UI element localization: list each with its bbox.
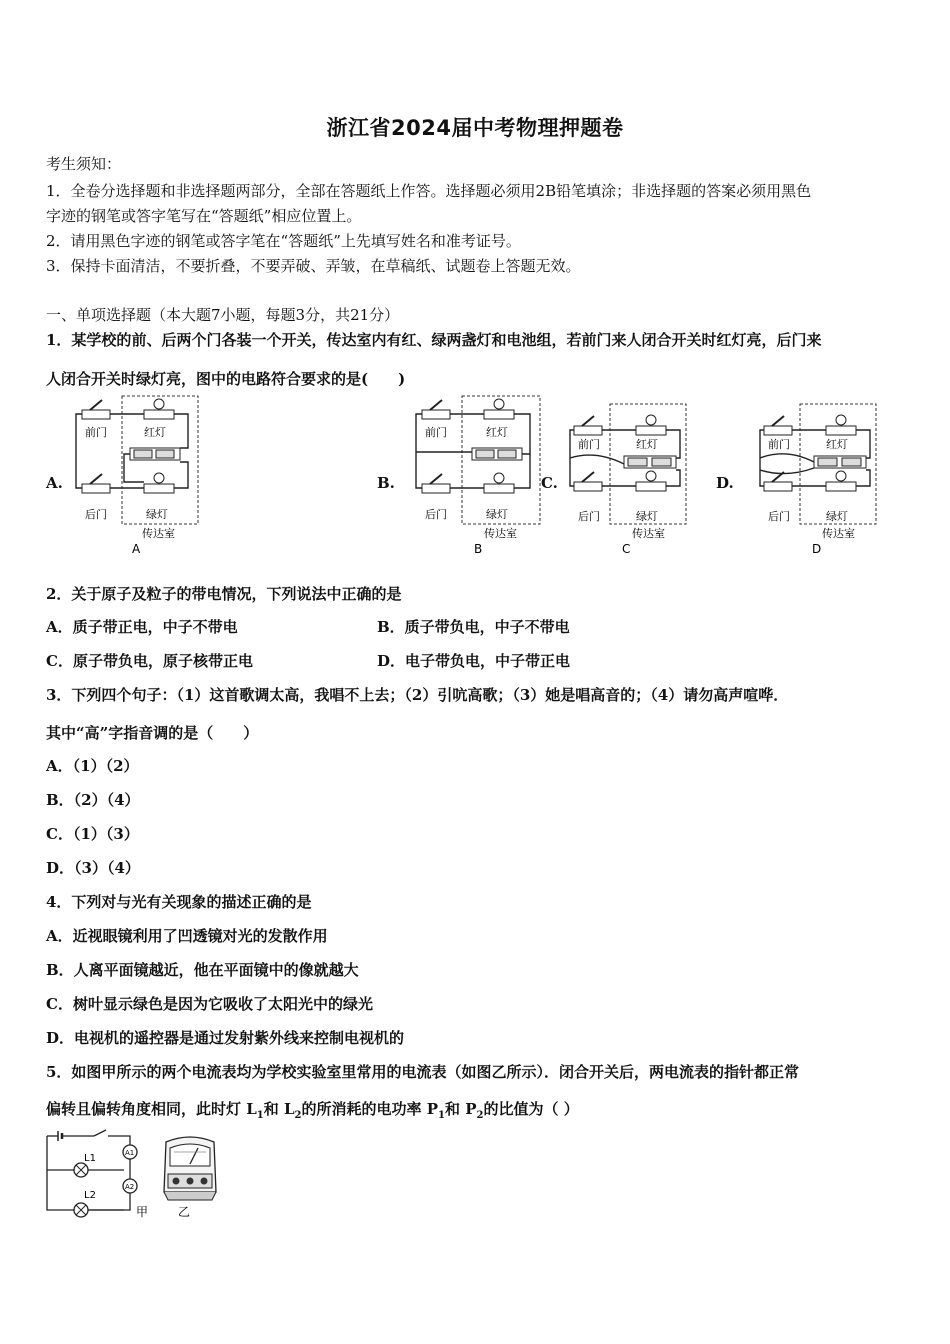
q2-option-c: C．原子带负电，原子核带正电 — [46, 652, 253, 670]
label-l2: L2 — [84, 1190, 96, 1201]
q4-option-d: D．电视机的遥控器是通过发射紫外线来控制电视机的 — [46, 1029, 405, 1047]
circuit-figure-d — [756, 400, 880, 558]
q1-stem-line2: 人闭合开关时绿灯亮，图中的电路符合要求的是( ) — [46, 370, 406, 388]
label-room: 传达室 — [632, 527, 665, 540]
q3-option-b: B．（2）（4） — [46, 791, 140, 809]
q3-option-a: A．（1）（2） — [46, 757, 139, 775]
notice-item-3: 3．保持卡面清洁，不要折叠，不要弄破、弄皱，在草稿纸、试题卷上答题无效。 — [46, 257, 581, 275]
label-l1: L1 — [84, 1153, 96, 1164]
label-red-lamp: 红灯 — [486, 426, 508, 439]
q1-stem-line1: 1．某学校的前、后两个门各装一个开关，传达室内有红、绿两盏灯和电池组，若前门来人闭合开关时红灯亮，后门来 — [46, 331, 822, 349]
q4-option-c: C．树叶显示绿色是因为它吸收了太阳光中的绿光 — [46, 995, 373, 1013]
label-red-lamp: 红灯 — [636, 438, 658, 451]
circuit-figure-a — [68, 392, 204, 558]
label-red-lamp: 红灯 — [826, 438, 848, 451]
label-yi: 乙 — [178, 1205, 191, 1219]
caption-a: A — [132, 542, 141, 556]
label-green-lamp: 绿灯 — [146, 508, 168, 521]
label-front-door: 前门 — [578, 438, 600, 451]
caption-c: C — [622, 542, 631, 556]
label-a1: A1 — [125, 1149, 135, 1157]
label-a2: A2 — [125, 1183, 135, 1191]
label-green-lamp: 绿灯 — [826, 510, 848, 523]
notice-item-1: 1．全卷分选择题和非选择题两部分，全部在答题纸上作答。选择题必须用2B铅笔填涂；非选择题的答案必须用黑色 — [46, 182, 812, 200]
notice-item-1-cont: 字迹的钢笔或答字笔写在“答题纸”相应位置上。 — [46, 207, 362, 225]
q5-ammeter-yi — [160, 1134, 222, 1220]
notice-heading: 考生须知： — [46, 155, 122, 173]
q1-option-a-label: A. — [46, 474, 63, 492]
label-back-door: 后门 — [85, 508, 107, 521]
q5-stem-line1: 5．如图甲所示的两个电流表均为学校实验室里常用的电流表（如图乙所示）．闭合开关后，两电流表的指针都正常 — [46, 1063, 799, 1081]
q3-option-d: D．（3）（4） — [46, 859, 140, 877]
q5-circuit-jia — [44, 1128, 154, 1220]
q3-option-c: C．（1）（3） — [46, 825, 139, 843]
page-title: 浙江省2024届中考物理押题卷 — [326, 116, 624, 140]
label-green-lamp: 绿灯 — [636, 510, 658, 523]
q3-stem-line1: 3．下列四个句子：（1）这首歌调太高，我唱不上去；（2）引吭高歌；（3）她是唱高音的；（4）请勿高声喧哗． — [46, 686, 789, 704]
caption-d: D — [812, 542, 822, 556]
label-back-door: 后门 — [425, 508, 447, 521]
label-front-door: 前门 — [425, 426, 447, 439]
label-red-lamp: 红灯 — [144, 426, 166, 439]
q4-option-b: B．人离平面镜越近，他在平面镜中的像就越大 — [46, 961, 359, 979]
caption-b: B — [474, 542, 483, 556]
label-front-door: 前门 — [85, 426, 107, 439]
q1-option-c-label: C. — [541, 474, 558, 492]
q5-stem-line2: 偏转且偏转角度相同，此时灯 $L_1$和 $L_2$的所消耗的电功率 $P_1$和 $P_2$的比值为（ ） — [46, 1100, 579, 1121]
notice-item-2: 2．请用黑色字迹的钢笔或答字笔在“答题纸”上先填写姓名和准考证号。 — [46, 232, 521, 250]
label-jia: 甲 — [136, 1205, 149, 1219]
label-green-lamp: 绿灯 — [486, 508, 508, 521]
circuit-figure-c — [566, 400, 690, 558]
q1-option-d-label: D. — [716, 474, 734, 492]
q2-option-a: A．质子带正电，中子不带电 — [46, 618, 238, 636]
q1-option-b-label: B. — [377, 474, 395, 492]
q4-option-a: A．近视眼镜利用了凹透镜对光的发散作用 — [46, 927, 328, 945]
label-back-door: 后门 — [578, 510, 600, 523]
label-room: 传达室 — [822, 527, 855, 540]
circuit-figure-b — [408, 392, 544, 558]
q3-stem-line2: 其中“高”字指音调的是（ ） — [46, 724, 259, 742]
label-room: 传达室 — [484, 527, 517, 540]
label-front-door: 前门 — [768, 438, 790, 451]
q2-option-d: D．电子带负电，中子带正电 — [377, 652, 571, 670]
label-back-door: 后门 — [768, 510, 790, 523]
q4-stem: 4．下列对与光有关现象的描述正确的是 — [46, 893, 312, 911]
q2-option-b: B．质子带负电，中子不带电 — [377, 618, 570, 636]
label-room: 传达室 — [142, 527, 175, 540]
q2-stem: 2．关于原子及粒子的带电情况，下列说法中正确的是 — [46, 585, 402, 603]
section-heading: 一、单项选择题（本大题7小题，每题3分，共21分） — [46, 306, 400, 324]
